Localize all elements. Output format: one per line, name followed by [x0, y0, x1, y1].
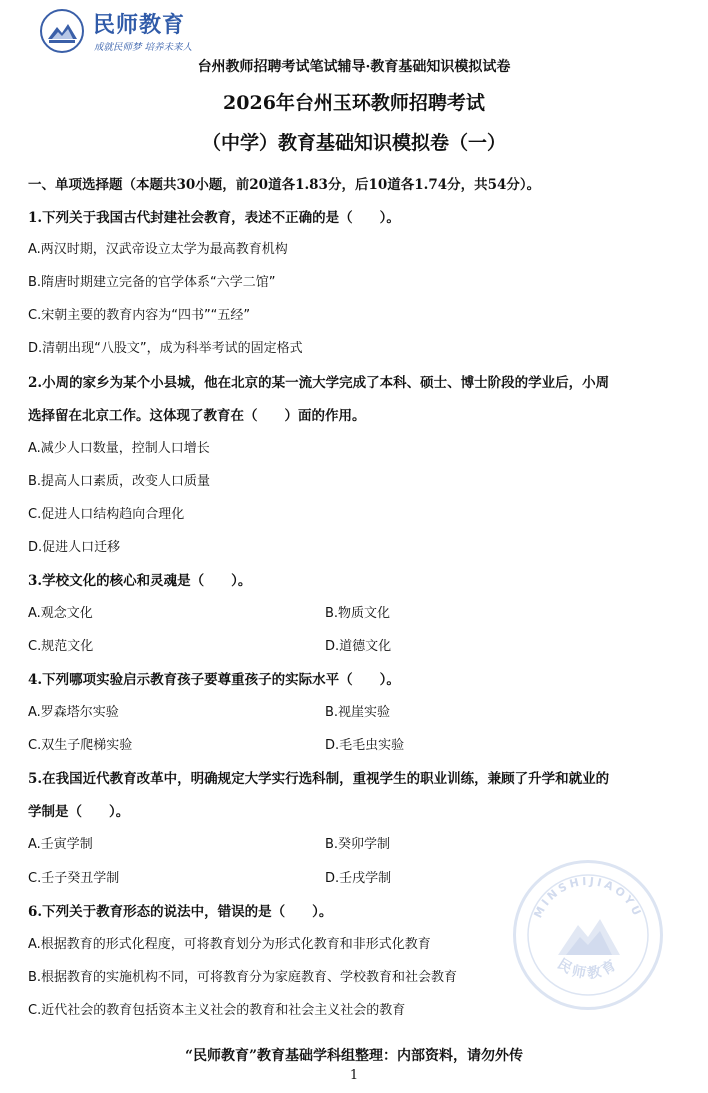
option-c: C.近代社会的教育包括资本主义社会的教育和社会主义社会的教育 [28, 1003, 406, 1018]
question-stem: 6.下列关于教育形态的说法中，错误的是（ ）。 [28, 904, 333, 920]
option-b: B.提高人口素质，改变人口质量 [28, 474, 211, 489]
option-a: A.根据教育的形式化程度，可将教育划分为形式化教育和非形式化教育 [28, 937, 431, 952]
question-stem: 3.学校文化的核心和灵魂是（ ）。 [28, 573, 252, 589]
option-d: D.道德文化 [325, 639, 392, 654]
question-stem: 5.在我国近代教育改革中，明确规定大学实行选科制，重视学生的职业训练，兼顾了升学和就业的 [28, 771, 610, 787]
brand-slogan: 成就民师梦 培养未来人 [94, 42, 193, 53]
option-c: C.壬子癸丑学制 [28, 871, 120, 886]
option-b: B.癸卯学制 [325, 837, 391, 852]
option-d: D.促进人口迁移 [28, 540, 121, 555]
exam-title: 2026年台州玉环教师招聘考试 [223, 92, 485, 114]
page-footer: “民师教育”教育基础学科组整理：内部资料，请勿外传 [184, 1048, 524, 1064]
option-c: C.规范文化 [28, 639, 94, 654]
page-number: 1 [349, 1068, 359, 1083]
header [0, 0, 708, 82]
option-c: C.促进人口结构趋向合理化 [28, 507, 185, 522]
brand-name: 民师教育 [93, 13, 186, 38]
logo-mountain-icon [42, 11, 82, 51]
option-b: B.根据教育的实施机构不同，可将教育分为家庭教育、学校教育和社会教育 [28, 970, 458, 985]
option-c: C.双生子爬梯实验 [28, 738, 133, 753]
question-stem-cont: 学制是（ ）。 [28, 804, 130, 820]
option-d: D.毛毛虫实验 [325, 738, 405, 753]
watermark-mountain-icon [516, 863, 660, 1007]
option-b: B.隋唐时期建立完备的官学体系“六学二馆” [28, 275, 276, 290]
exam-subtitle: （中学）教育基础知识模拟卷（一） [201, 132, 506, 154]
question-stem-cont: 选择留在北京工作。这体现了教育在（ ）面的作用。 [28, 408, 366, 424]
option-a: A.两汉时期，汉武帝设立太学为最高教育机构 [28, 242, 288, 257]
option-a: A.减少人口数量，控制人口增长 [28, 441, 210, 456]
option-b: B.视崖实验 [325, 705, 391, 720]
option-a: A.观念文化 [28, 606, 93, 621]
exam-series-subtitle: 台州教师招聘考试笔试辅导·教育基础知识模拟试卷 [197, 59, 511, 75]
question-stem: 2.小周的家乡为某个小县城，他在北京的某一流大学完成了本科、硕士、博士阶段的学业后，小周 [28, 375, 610, 391]
question-stem: 1.下列关于我国古代封建社会教育，表述不正确的是（ ）。 [28, 210, 400, 226]
question-stem: 4.下列哪项实验启示教育孩子要尊重孩子的实际水平（ ）。 [28, 672, 400, 688]
option-a: A.罗森塔尔实验 [28, 705, 119, 720]
option-d: D.清朝出现“八股文”，成为科举考试的固定格式 [28, 341, 303, 356]
watermark-seal [513, 860, 663, 1010]
option-b: B.物质文化 [325, 606, 391, 621]
option-d: D.壬戌学制 [325, 871, 392, 886]
option-a: A.壬寅学制 [28, 837, 93, 852]
svg-text:民师教育: 民师教育 [554, 956, 622, 983]
option-c: C.宋朝主要的教育内容为“四书”“五经” [28, 308, 251, 323]
logo [40, 9, 84, 53]
section-heading: 一、单项选择题（本题共30小题，前20道各1.83分，后10道各1.74分，共54分）。 [28, 177, 541, 193]
svg-text:MINSHIJIAOYU: MINSHIJIAOYU [531, 874, 645, 921]
